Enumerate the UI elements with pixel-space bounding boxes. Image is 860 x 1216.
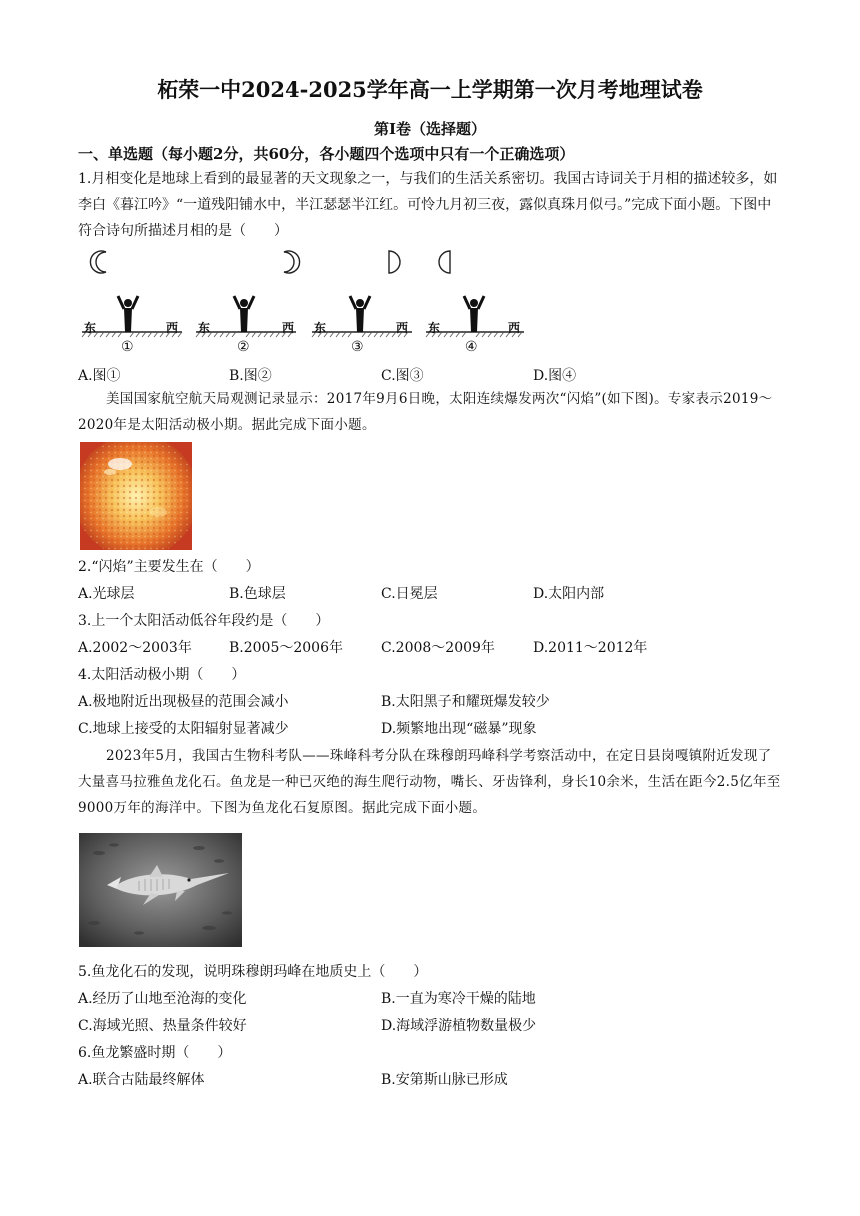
- panel-2: [196, 296, 296, 337]
- question-3-stem: 3.上一个太阳活动低谷年段约是（ ）: [78, 613, 330, 629]
- q1-option-b[interactable]: B.图②: [229, 368, 272, 384]
- ichthyosaur-fossil-image: [79, 833, 242, 947]
- panel-number-3: ③: [351, 339, 364, 355]
- passage-solar-flare: 美国国家航空航天局观测记录显示：2017年9月6日晚，太阳连续爆发两次“闪焰”(如下图)。专家表示2019～2020年是太阳活动极小期。据此完成下面小题。: [78, 391, 773, 433]
- panel-number-1: ①: [121, 339, 134, 355]
- question-1-stem: 1.月相变化是地球上看到的最显著的天文现象之一，与我们的生活关系密切。我国古诗词关于月相的描述较多，如李白《暮江吟》“一道残阳铺水中，半江瑟瑟半江红。可怜九月初三夜，露似真珠月似弓。”完成下面小题。下图中符合诗句所描述月相的是（ ）: [78, 171, 778, 239]
- east-label-4: 东: [428, 321, 441, 335]
- volume-heading: 第Ⅰ卷（选择题）: [373, 120, 487, 138]
- question-5-stem: 5.鱼龙化石的发现，说明珠穆朗玛峰在地质史上（ ）: [78, 964, 428, 980]
- q5-option-b[interactable]: B.一直为寒冷干燥的陆地: [381, 991, 536, 1007]
- q4-option-b[interactable]: B.太阳黑子和耀斑爆发较少: [381, 694, 550, 710]
- q4-option-a[interactable]: A.极地附近出现极昼的范围会减小: [78, 694, 289, 710]
- moon-phase-4-icon: [439, 251, 450, 273]
- q6-option-b[interactable]: B.安第斯山脉已形成: [381, 1072, 508, 1088]
- question-2-stem: 2.“闪焰”主要发生在（ ）: [78, 559, 260, 575]
- q5-option-c[interactable]: C.海域光照、热量条件较好: [78, 1018, 247, 1034]
- west-label-1: 西: [166, 321, 179, 335]
- q6-option-a[interactable]: A.联合古陆最终解体: [78, 1072, 205, 1088]
- east-label-2: 东: [198, 321, 211, 335]
- west-label-3: 西: [396, 321, 409, 335]
- panel-number-4: ④: [465, 339, 478, 355]
- q2-option-a[interactable]: A.光球层: [78, 586, 135, 602]
- q3-option-a[interactable]: A.2002～2003年: [78, 640, 192, 656]
- q5-option-d[interactable]: D.海域浮游植物数量极少: [381, 1018, 537, 1034]
- q1-option-d[interactable]: D.图④: [533, 368, 577, 384]
- question-6-stem: 6.鱼龙繁盛时期（ ）: [78, 1045, 232, 1061]
- exam-title: 柘荣一中2024-2025学年高一上学期第一次月考地理试卷: [157, 77, 703, 102]
- east-label-3: 东: [314, 321, 327, 335]
- moon-phase-3-icon: [389, 251, 400, 273]
- question-4-stem: 4.太阳活动极小期（ ）: [78, 667, 246, 683]
- q4-option-d[interactable]: D.频繁地出现“磁暴”现象: [381, 721, 537, 737]
- moon-phase-2-icon: [284, 251, 300, 273]
- q2-option-d[interactable]: D.太阳内部: [533, 586, 605, 602]
- passage-ichthyosaur: 2023年5月，我国古生物科考队——珠峰科考分队在珠穆朗玛峰科学考察活动中，在定日县岗嘎镇附近发现了大量喜马拉雅鱼龙化石。鱼龙是一种已灭绝的海生爬行动物，嘴长、牙齿锋利，身长10余米，生活在距今2.5亿年至9000万年的海洋中。下图为鱼龙化石复原图。据此完成下面小题。: [78, 748, 781, 816]
- q3-option-c[interactable]: C.2008～2009年: [381, 640, 495, 656]
- moon-phase-figure: [78, 248, 528, 358]
- sun-flare-image: [80, 442, 192, 550]
- panel-number-2: ②: [237, 339, 250, 355]
- q5-option-a[interactable]: A.经历了山地至沧海的变化: [78, 991, 247, 1007]
- q2-option-c[interactable]: C.日冕层: [381, 586, 438, 602]
- west-label-4: 西: [508, 321, 521, 335]
- q1-option-c[interactable]: C.图③: [381, 368, 424, 384]
- q4-option-c[interactable]: C.地球上接受的太阳辐射显著减少: [78, 721, 289, 737]
- west-label-2: 西: [282, 321, 295, 335]
- moon-phase-1-icon: [90, 251, 106, 273]
- q3-option-d[interactable]: D.2011～2012年: [533, 640, 648, 656]
- q3-option-b[interactable]: B.2005～2006年: [229, 640, 343, 656]
- q1-option-a[interactable]: A.图①: [78, 368, 121, 384]
- section-heading: 一、单选题（每小题2分，共60分，各小题四个选项中只有一个正确选项）: [78, 145, 575, 163]
- east-label-1: 东: [84, 321, 97, 335]
- q2-option-b[interactable]: B.色球层: [229, 586, 286, 602]
